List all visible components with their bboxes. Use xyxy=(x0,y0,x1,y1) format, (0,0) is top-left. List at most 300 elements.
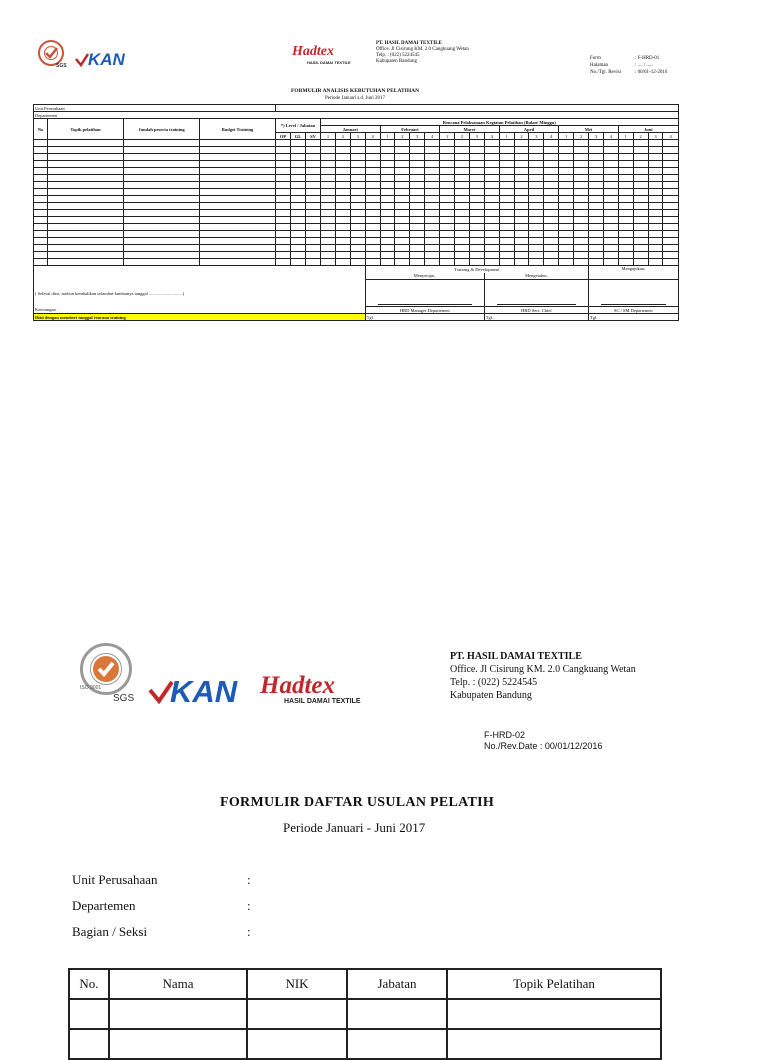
table-cell[interactable] xyxy=(603,147,618,154)
table-cell[interactable] xyxy=(559,210,574,217)
table-cell[interactable] xyxy=(335,252,350,259)
table-cell[interactable] xyxy=(48,168,124,175)
table-cell[interactable] xyxy=(469,196,484,203)
table-cell[interactable] xyxy=(124,182,200,189)
table-cell[interactable] xyxy=(499,161,514,168)
table-cell[interactable] xyxy=(321,217,336,224)
table-cell[interactable] xyxy=(440,238,455,245)
table-cell[interactable] xyxy=(410,259,425,266)
table-cell[interactable] xyxy=(425,252,440,259)
table-cell[interactable] xyxy=(663,231,678,238)
table-cell[interactable] xyxy=(291,238,306,245)
table-cell[interactable] xyxy=(589,196,604,203)
table-cell[interactable] xyxy=(335,245,350,252)
table-cell[interactable] xyxy=(425,231,440,238)
table-cell[interactable] xyxy=(276,252,291,259)
table-cell[interactable] xyxy=(124,154,200,161)
table-cell[interactable] xyxy=(395,175,410,182)
table-cell[interactable] xyxy=(335,231,350,238)
table-cell[interactable] xyxy=(499,196,514,203)
table-cell[interactable] xyxy=(410,231,425,238)
table-cell[interactable] xyxy=(306,210,321,217)
table-cell[interactable] xyxy=(469,224,484,231)
table-cell[interactable] xyxy=(603,217,618,224)
table-cell[interactable] xyxy=(529,252,544,259)
table-cell[interactable] xyxy=(410,238,425,245)
table-cell[interactable] xyxy=(589,245,604,252)
table-cell[interactable] xyxy=(410,154,425,161)
table-cell[interactable] xyxy=(410,161,425,168)
table-cell[interactable] xyxy=(633,231,648,238)
table-cell[interactable] xyxy=(544,189,559,196)
table-cell[interactable] xyxy=(484,224,499,231)
table-cell[interactable] xyxy=(648,224,663,231)
table-cell[interactable] xyxy=(529,238,544,245)
table-cell[interactable] xyxy=(469,231,484,238)
table-cell[interactable] xyxy=(306,189,321,196)
table-cell[interactable] xyxy=(321,182,336,189)
table-cell[interactable] xyxy=(440,231,455,238)
table-cell[interactable] xyxy=(544,224,559,231)
table-cell[interactable] xyxy=(529,196,544,203)
table-cell[interactable] xyxy=(321,245,336,252)
table-cell[interactable] xyxy=(529,161,544,168)
table-cell[interactable] xyxy=(514,245,529,252)
table-cell[interactable] xyxy=(380,196,395,203)
table-cell[interactable] xyxy=(395,140,410,147)
table-cell[interactable] xyxy=(589,231,604,238)
table-cell[interactable] xyxy=(663,196,678,203)
table-cell[interactable] xyxy=(559,182,574,189)
table-cell[interactable] xyxy=(200,210,276,217)
table-cell[interactable] xyxy=(544,210,559,217)
table-cell[interactable] xyxy=(499,140,514,147)
table-cell[interactable] xyxy=(529,140,544,147)
table-cell[interactable] xyxy=(633,196,648,203)
table-cell[interactable] xyxy=(350,238,365,245)
table-cell[interactable] xyxy=(410,210,425,217)
table-cell[interactable] xyxy=(484,147,499,154)
table-cell[interactable] xyxy=(574,203,589,210)
table-cell[interactable] xyxy=(124,203,200,210)
table-cell[interactable] xyxy=(529,217,544,224)
table-cell[interactable] xyxy=(469,189,484,196)
table-cell[interactable] xyxy=(618,224,633,231)
table-cell[interactable] xyxy=(589,189,604,196)
table-cell[interactable] xyxy=(306,224,321,231)
table-cell[interactable] xyxy=(574,147,589,154)
table-cell[interactable] xyxy=(559,217,574,224)
table-cell[interactable] xyxy=(34,154,48,161)
table-cell[interactable] xyxy=(603,140,618,147)
table-cell[interactable] xyxy=(48,259,124,266)
table-cell[interactable] xyxy=(425,196,440,203)
table-cell[interactable] xyxy=(499,154,514,161)
table-cell[interactable] xyxy=(291,203,306,210)
table-cell[interactable] xyxy=(574,231,589,238)
table-cell[interactable] xyxy=(603,161,618,168)
table-cell[interactable] xyxy=(350,252,365,259)
table-cell[interactable] xyxy=(410,196,425,203)
table-cell[interactable] xyxy=(276,210,291,217)
table-cell[interactable] xyxy=(648,161,663,168)
table-cell[interactable] xyxy=(335,217,350,224)
table-cell[interactable] xyxy=(514,231,529,238)
table-cell[interactable] xyxy=(276,238,291,245)
table-cell[interactable] xyxy=(335,196,350,203)
table-cell[interactable] xyxy=(276,140,291,147)
table-cell[interactable] xyxy=(484,245,499,252)
table-cell[interactable] xyxy=(514,189,529,196)
table-cell[interactable] xyxy=(34,182,48,189)
table-cell[interactable] xyxy=(618,189,633,196)
table-cell[interactable] xyxy=(321,224,336,231)
table-cell[interactable] xyxy=(440,175,455,182)
table-cell[interactable] xyxy=(618,259,633,266)
table-cell[interactable] xyxy=(618,168,633,175)
table-cell[interactable] xyxy=(69,1029,109,1059)
table-cell[interactable] xyxy=(124,161,200,168)
table-cell[interactable] xyxy=(633,168,648,175)
table-cell[interactable] xyxy=(425,182,440,189)
table-cell[interactable] xyxy=(544,147,559,154)
table-cell[interactable] xyxy=(499,224,514,231)
table-cell[interactable] xyxy=(380,182,395,189)
table-cell[interactable] xyxy=(335,203,350,210)
table-cell[interactable] xyxy=(395,189,410,196)
table-cell[interactable] xyxy=(484,154,499,161)
table-cell[interactable] xyxy=(447,999,661,1029)
table-cell[interactable] xyxy=(514,140,529,147)
table-cell[interactable] xyxy=(544,259,559,266)
table-cell[interactable] xyxy=(499,147,514,154)
table-cell[interactable] xyxy=(350,217,365,224)
table-cell[interactable] xyxy=(589,147,604,154)
table-cell[interactable] xyxy=(365,147,380,154)
table-cell[interactable] xyxy=(200,175,276,182)
table-cell[interactable] xyxy=(350,161,365,168)
table-cell[interactable] xyxy=(395,182,410,189)
table-cell[interactable] xyxy=(425,203,440,210)
table-cell[interactable] xyxy=(48,231,124,238)
table-cell[interactable] xyxy=(365,259,380,266)
table-cell[interactable] xyxy=(529,203,544,210)
table-cell[interactable] xyxy=(306,154,321,161)
table-cell[interactable] xyxy=(618,203,633,210)
table-cell[interactable] xyxy=(124,210,200,217)
table-cell[interactable] xyxy=(663,252,678,259)
table-cell[interactable] xyxy=(109,999,247,1029)
table-cell[interactable] xyxy=(589,182,604,189)
table-cell[interactable] xyxy=(618,252,633,259)
table-cell[interactable] xyxy=(633,154,648,161)
table-cell[interactable] xyxy=(440,168,455,175)
table-cell[interactable] xyxy=(321,210,336,217)
table-cell[interactable] xyxy=(365,140,380,147)
table-cell[interactable] xyxy=(529,182,544,189)
table-cell[interactable] xyxy=(395,245,410,252)
table-cell[interactable] xyxy=(425,238,440,245)
table-cell[interactable] xyxy=(633,189,648,196)
table-cell[interactable] xyxy=(306,168,321,175)
table-cell[interactable] xyxy=(499,252,514,259)
table-cell[interactable] xyxy=(469,210,484,217)
table-cell[interactable] xyxy=(306,203,321,210)
table-cell[interactable] xyxy=(663,238,678,245)
table-cell[interactable] xyxy=(574,210,589,217)
table-cell[interactable] xyxy=(124,217,200,224)
table-cell[interactable] xyxy=(48,196,124,203)
table-cell[interactable] xyxy=(395,259,410,266)
table-cell[interactable] xyxy=(603,196,618,203)
table-cell[interactable] xyxy=(514,203,529,210)
table-cell[interactable] xyxy=(34,189,48,196)
table-cell[interactable] xyxy=(425,224,440,231)
table-cell[interactable] xyxy=(321,238,336,245)
table-cell[interactable] xyxy=(425,175,440,182)
table-cell[interactable] xyxy=(499,182,514,189)
table-cell[interactable] xyxy=(48,154,124,161)
table-cell[interactable] xyxy=(440,154,455,161)
table-cell[interactable] xyxy=(484,168,499,175)
table-cell[interactable] xyxy=(200,203,276,210)
table-cell[interactable] xyxy=(425,147,440,154)
table-cell[interactable] xyxy=(365,182,380,189)
table-cell[interactable] xyxy=(574,238,589,245)
tgl-field-2[interactable]: Tgl. xyxy=(484,314,588,321)
table-cell[interactable] xyxy=(648,182,663,189)
table-cell[interactable] xyxy=(529,259,544,266)
table-cell[interactable] xyxy=(48,175,124,182)
table-cell[interactable] xyxy=(440,140,455,147)
table-cell[interactable] xyxy=(484,196,499,203)
table-cell[interactable] xyxy=(380,245,395,252)
table-cell[interactable] xyxy=(544,238,559,245)
table-cell[interactable] xyxy=(484,175,499,182)
table-cell[interactable] xyxy=(365,203,380,210)
table-cell[interactable] xyxy=(440,210,455,217)
table-cell[interactable] xyxy=(347,999,447,1029)
table-cell[interactable] xyxy=(34,203,48,210)
table-cell[interactable] xyxy=(633,245,648,252)
table-cell[interactable] xyxy=(440,147,455,154)
table-cell[interactable] xyxy=(455,210,470,217)
table-cell[interactable] xyxy=(574,259,589,266)
table-cell[interactable] xyxy=(200,224,276,231)
table-cell[interactable] xyxy=(365,224,380,231)
table-cell[interactable] xyxy=(410,203,425,210)
table-cell[interactable] xyxy=(380,210,395,217)
table-cell[interactable] xyxy=(663,217,678,224)
table-cell[interactable] xyxy=(455,140,470,147)
table-cell[interactable] xyxy=(335,147,350,154)
table-cell[interactable] xyxy=(440,217,455,224)
table-cell[interactable] xyxy=(365,189,380,196)
table-cell[interactable] xyxy=(544,140,559,147)
table-cell[interactable] xyxy=(633,140,648,147)
table-cell[interactable] xyxy=(425,217,440,224)
table-cell[interactable] xyxy=(48,147,124,154)
table-cell[interactable] xyxy=(291,196,306,203)
table-cell[interactable] xyxy=(648,189,663,196)
table-cell[interactable] xyxy=(648,231,663,238)
table-cell[interactable] xyxy=(410,252,425,259)
table-cell[interactable] xyxy=(380,189,395,196)
table-cell[interactable] xyxy=(380,168,395,175)
table-cell[interactable] xyxy=(365,245,380,252)
table-cell[interactable] xyxy=(395,238,410,245)
table-cell[interactable] xyxy=(663,203,678,210)
table-cell[interactable] xyxy=(410,224,425,231)
table-cell[interactable] xyxy=(514,161,529,168)
table-cell[interactable] xyxy=(514,175,529,182)
table-cell[interactable] xyxy=(347,1029,447,1059)
table-cell[interactable] xyxy=(200,140,276,147)
table-cell[interactable] xyxy=(380,259,395,266)
table-cell[interactable] xyxy=(395,147,410,154)
table-cell[interactable] xyxy=(514,252,529,259)
table-cell[interactable] xyxy=(618,217,633,224)
table-cell[interactable] xyxy=(589,224,604,231)
table-cell[interactable] xyxy=(455,245,470,252)
table-cell[interactable] xyxy=(633,175,648,182)
table-cell[interactable] xyxy=(559,252,574,259)
table-cell[interactable] xyxy=(276,203,291,210)
table-cell[interactable] xyxy=(484,217,499,224)
table-cell[interactable] xyxy=(544,252,559,259)
table-cell[interactable] xyxy=(200,196,276,203)
table-cell[interactable] xyxy=(574,182,589,189)
table-cell[interactable] xyxy=(455,224,470,231)
table-cell[interactable] xyxy=(410,140,425,147)
table-cell[interactable] xyxy=(350,224,365,231)
table-cell[interactable] xyxy=(603,231,618,238)
table-cell[interactable] xyxy=(200,182,276,189)
table-cell[interactable] xyxy=(544,175,559,182)
table-cell[interactable] xyxy=(440,224,455,231)
table-cell[interactable] xyxy=(350,196,365,203)
table-cell[interactable] xyxy=(34,196,48,203)
table-cell[interactable] xyxy=(455,259,470,266)
table-cell[interactable] xyxy=(48,245,124,252)
table-cell[interactable] xyxy=(365,154,380,161)
table-cell[interactable] xyxy=(603,154,618,161)
table-cell[interactable] xyxy=(291,245,306,252)
table-cell[interactable] xyxy=(306,161,321,168)
table-cell[interactable] xyxy=(603,182,618,189)
table-cell[interactable] xyxy=(603,252,618,259)
table-cell[interactable] xyxy=(395,154,410,161)
table-cell[interactable] xyxy=(410,189,425,196)
table-cell[interactable] xyxy=(395,196,410,203)
table-cell[interactable] xyxy=(648,175,663,182)
table-cell[interactable] xyxy=(499,210,514,217)
table-cell[interactable] xyxy=(514,196,529,203)
table-cell[interactable] xyxy=(380,217,395,224)
table-cell[interactable] xyxy=(603,210,618,217)
table-cell[interactable] xyxy=(200,259,276,266)
table-cell[interactable] xyxy=(574,245,589,252)
table-cell[interactable] xyxy=(618,231,633,238)
table-cell[interactable] xyxy=(425,259,440,266)
table-cell[interactable] xyxy=(499,259,514,266)
table-cell[interactable] xyxy=(603,245,618,252)
table-cell[interactable] xyxy=(529,224,544,231)
table-cell[interactable] xyxy=(321,175,336,182)
table-cell[interactable] xyxy=(455,175,470,182)
table-cell[interactable] xyxy=(48,140,124,147)
table-cell[interactable] xyxy=(559,168,574,175)
table-cell[interactable] xyxy=(648,252,663,259)
table-cell[interactable] xyxy=(618,245,633,252)
table-cell[interactable] xyxy=(321,168,336,175)
table-cell[interactable] xyxy=(291,161,306,168)
table-cell[interactable] xyxy=(276,189,291,196)
table-cell[interactable] xyxy=(589,252,604,259)
table-cell[interactable] xyxy=(589,259,604,266)
table-cell[interactable] xyxy=(469,161,484,168)
table-cell[interactable] xyxy=(306,175,321,182)
table-cell[interactable] xyxy=(34,259,48,266)
table-cell[interactable] xyxy=(306,245,321,252)
table-cell[interactable] xyxy=(559,245,574,252)
table-cell[interactable] xyxy=(48,252,124,259)
table-cell[interactable] xyxy=(291,154,306,161)
table-cell[interactable] xyxy=(335,224,350,231)
table-cell[interactable] xyxy=(321,203,336,210)
table-cell[interactable] xyxy=(200,161,276,168)
table-cell[interactable] xyxy=(425,245,440,252)
table-cell[interactable] xyxy=(335,175,350,182)
table-cell[interactable] xyxy=(291,210,306,217)
table-cell[interactable] xyxy=(559,175,574,182)
table-cell[interactable] xyxy=(321,154,336,161)
table-cell[interactable] xyxy=(380,147,395,154)
table-cell[interactable] xyxy=(365,175,380,182)
table-cell[interactable] xyxy=(124,175,200,182)
table-cell[interactable] xyxy=(306,140,321,147)
table-cell[interactable] xyxy=(440,161,455,168)
table-cell[interactable] xyxy=(321,196,336,203)
table-cell[interactable] xyxy=(306,231,321,238)
table-cell[interactable] xyxy=(559,147,574,154)
table-cell[interactable] xyxy=(618,238,633,245)
table-cell[interactable] xyxy=(455,168,470,175)
table-cell[interactable] xyxy=(455,147,470,154)
table-cell[interactable] xyxy=(306,259,321,266)
table-cell[interactable] xyxy=(618,161,633,168)
table-cell[interactable] xyxy=(69,999,109,1029)
table-cell[interactable] xyxy=(291,224,306,231)
table-cell[interactable] xyxy=(276,259,291,266)
table-cell[interactable] xyxy=(291,217,306,224)
table-cell[interactable] xyxy=(484,140,499,147)
table-cell[interactable] xyxy=(365,217,380,224)
table-cell[interactable] xyxy=(544,182,559,189)
table-cell[interactable] xyxy=(124,259,200,266)
table-cell[interactable] xyxy=(529,175,544,182)
table-cell[interactable] xyxy=(34,210,48,217)
table-cell[interactable] xyxy=(395,203,410,210)
table-cell[interactable] xyxy=(469,147,484,154)
table-cell[interactable] xyxy=(544,154,559,161)
table-cell[interactable] xyxy=(124,140,200,147)
table-cell[interactable] xyxy=(350,203,365,210)
table-cell[interactable] xyxy=(603,203,618,210)
table-cell[interactable] xyxy=(321,231,336,238)
table-cell[interactable] xyxy=(34,252,48,259)
table-cell[interactable] xyxy=(380,224,395,231)
